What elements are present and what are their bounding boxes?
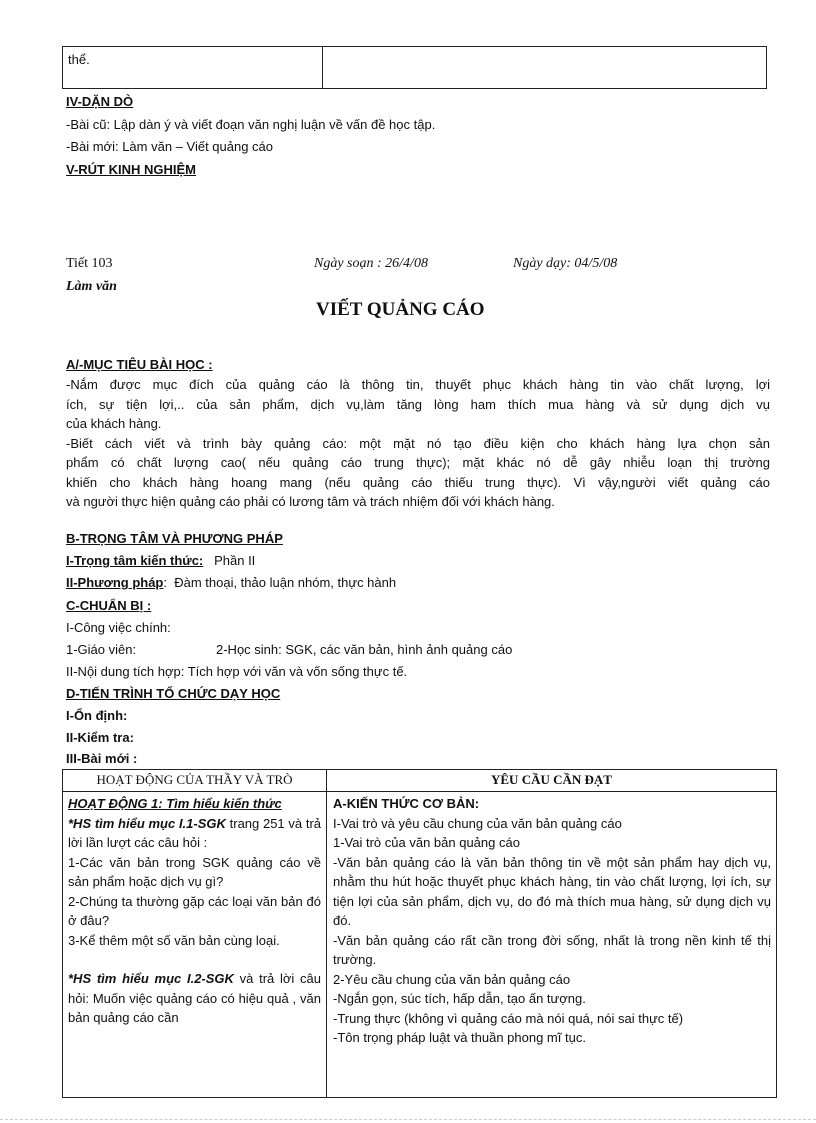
main-table-left-cell	[63, 792, 327, 1098]
question-group-1	[68, 814, 321, 853]
page-bottom-divider	[0, 1119, 816, 1120]
main-table	[62, 769, 777, 1098]
requirements-line: 2-Yêu cầu chung của văn bản quảng cáo	[333, 971, 571, 987]
main-table-right-cell	[327, 792, 777, 1098]
section-b-line-1	[66, 552, 255, 570]
role-paragraph-1: -Văn bản quảng cáo là văn bản thông tin về một sản phẩm hay dịch vụ, nhằm thu hút hoặc thuyết phục khách hàng, tin vào chất lượng, lợi ích, sự tiện lợi của sản phẩm, dịch vụ, do đó mà thích mua hàng, sử dụng dịch vụ đó.	[333, 854, 771, 928]
section-d-line-2: II-Kiểm tra:	[66, 730, 134, 745]
section-a-heading: A/-MỤC TIÊU BÀI HỌC :	[66, 357, 213, 372]
section-c-heading: C-CHUẨN BỊ :	[66, 598, 152, 613]
section-iv-line-2: -Bài mới: Làm văn – Viết quảng cáo	[66, 139, 274, 154]
section-d-line-1: I-Ổn định:	[66, 708, 128, 723]
section-a-p2-line-4: và người thực hiện quảng cáo phải có lương tâm và trách nhiệm đối với khách hàng.	[66, 494, 555, 509]
question-group-2-label: *HS tìm hiểu mục I.2-SGK	[68, 971, 234, 986]
lesson-title: VIẾT QUẢNG CÁO	[316, 299, 485, 320]
top-table-cell-left: thể.	[63, 47, 323, 89]
question-item-3: 3-Kể thêm một số văn bản cùng loại.	[68, 932, 280, 948]
requirement-3: -Tôn trọng pháp luật và thuần phong mĩ tục.	[333, 1030, 586, 1045]
question-group-2	[68, 969, 321, 1028]
main-table-header-left: HOẠT ĐỘNG CỦA THẦY VÀ TRÒ	[63, 770, 327, 792]
lesson-teach-date: Ngày dạy: 04/5/08	[513, 256, 618, 271]
section-a-p2-line-3: khiến cho khách hàng hoang mang (nếu quảng cáo thiếu trung thực). Vì vậy,người viết quảng cáo	[66, 474, 770, 490]
section-c-line-1: I-Công việc chính:	[66, 620, 171, 635]
section-d-heading: D-TIẾN TRÌNH TỔ CHỨC DẠY HỌC	[66, 686, 281, 701]
activity-1-heading: HOẠT ĐỘNG 1: Tìm hiểu kiến thức	[68, 796, 282, 811]
section-a-p1-line-1: -Nắm được mục đích của quảng cáo là thông tin, thuyết phục khách hàng tin vào chất lượng, lợi	[66, 377, 770, 392]
section-iv-heading: IV-DẶN DÒ	[66, 94, 134, 109]
role-paragraph-2: -Văn bản quảng cáo rất cần trong đời sống, nhất là trong nền kinh tế thị trường.	[333, 932, 771, 967]
section-c-line-2b: 2-Học sinh: SGK, các văn bản, hình ảnh quảng cáo	[216, 642, 513, 657]
lesson-subject: Làm văn	[66, 279, 117, 294]
section-c-line-3: II-Nội dung tích hợp: Tích hợp với văn và vốn sống thực tế.	[66, 664, 408, 679]
question-group-1-label: *HS tìm hiểu mục I.1-SGK	[68, 815, 226, 831]
section-a-p1-line-3: của khách hàng.	[66, 416, 162, 431]
role-requirements-line: I-Vai trò và yêu cầu chung của văn bản quảng cáo	[333, 815, 622, 831]
question-group-2-rest: và trả lời câu hỏi: Muốn việc quảng cáo có hiệu quả , văn bản quảng cáo cần	[68, 971, 321, 1025]
section-b-heading: B-TRỌNG TÂM VÀ PHƯƠNG PHÁP	[66, 531, 283, 546]
question-group-1-rest: trang 251 và trả lời lần lượt các câu hỏi :	[68, 815, 321, 850]
section-iv-line-1: -Bài cũ: Lập dàn ý và viết đoạn văn nghị luận về vấn đề học tập.	[66, 117, 436, 132]
lesson-period: Tiết 103	[66, 256, 113, 271]
section-b-line-1-label: I-Trọng tâm kiến thức:	[66, 553, 204, 568]
section-b-line-2-label: II-Phương pháp	[66, 575, 164, 590]
question-item-1: 1-Các văn bản trong SGK quảng cáo về sản phẩm hoặc dịch vụ gì?	[68, 854, 321, 889]
top-table-cell-right	[323, 47, 767, 89]
lesson-prep-date: Ngày soạn : 26/4/08	[314, 256, 428, 271]
section-b-line-1-value: Phần II	[203, 553, 256, 568]
requirement-1: -Ngắn gọn, súc tích, hấp dẫn, tạo ấn tượng.	[333, 991, 586, 1006]
top-table	[62, 46, 767, 89]
main-table-header-right: YÊU CẦU CẦN ĐẠT	[327, 770, 777, 792]
requirement-2: -Trung thực (không vì quảng cáo mà nói quá, nói sai thực tế)	[333, 1010, 684, 1026]
section-a-p1-line-2: ích, sự tiện lợi,.. của sản phẩm, dịch vụ,làm tăng lòng ham thích mua hàng và sử dụng dịch vụ	[66, 396, 770, 412]
basic-knowledge-heading: A-KIẾN THỨC CƠ BẢN:	[333, 796, 480, 811]
section-a-p2-line-2: phẩm có chất lượng cao( nếu quảng cáo trung thực); mặt khác nó dễ gây nhiễu loạn thị trường	[66, 455, 770, 470]
section-v-heading: V-RÚT KINH NGHIỆM	[66, 162, 196, 177]
section-c-line-2a: 1-Giáo viên:	[66, 642, 137, 657]
section-b-line-2	[66, 574, 396, 592]
section-a-paragraph-1	[66, 375, 770, 512]
question-item-2: 2-Chúng ta thường gặp các loại văn bản đó ở đâu?	[68, 893, 321, 928]
section-a-p2-line-1: -Biết cách viết và trình bày quảng cáo: một mặt nó tạo điều kiện cho khách hàng lựa chọn sản	[66, 435, 770, 451]
role-line: 1-Vai trò của văn bản quảng cáo	[333, 835, 520, 850]
section-d-line-3: III-Bài mới :	[66, 751, 138, 766]
section-b-line-2-value: : Đàm thoại, thảo luận nhóm, thực hành	[163, 575, 397, 590]
